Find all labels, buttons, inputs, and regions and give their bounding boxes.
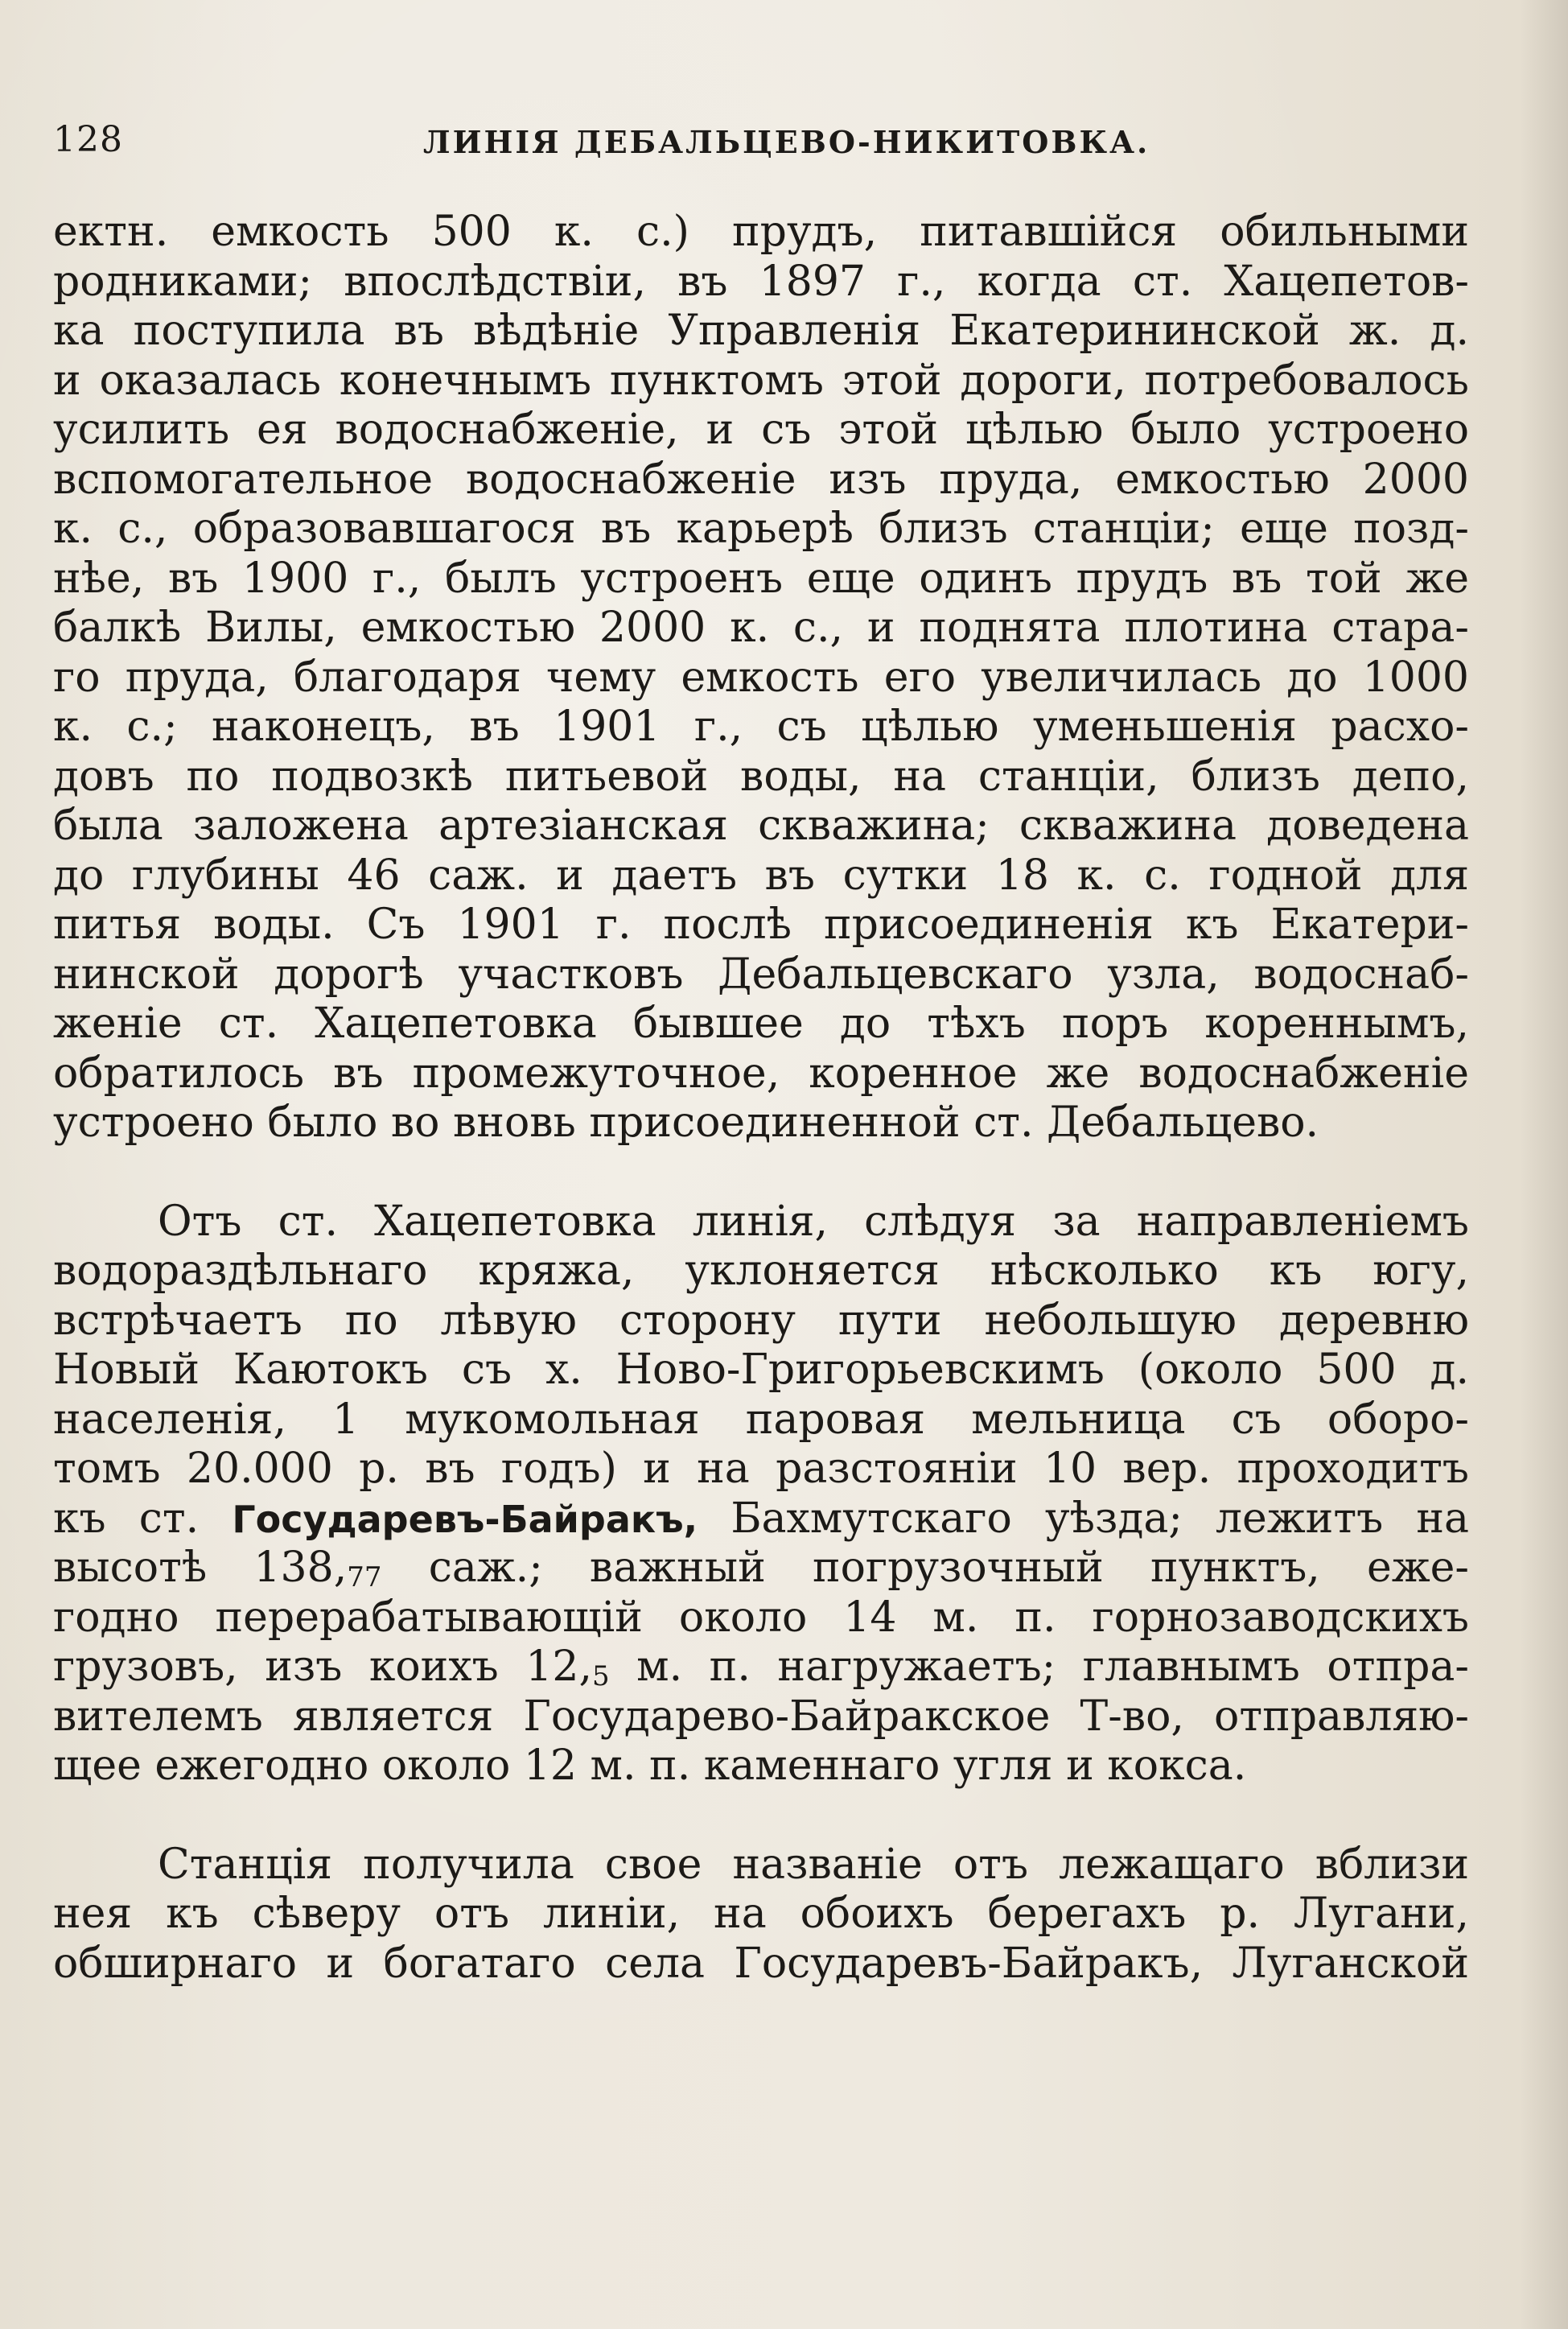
text-line: питья воды. Съ 1901 г. послѣ присоединенія къ Екатери- (53, 901, 1469, 949)
text-line: к. с., образовавшагося въ карьерѣ близъ станціи; еще позд- (53, 505, 1469, 553)
text-line: довъ по подвозкѣ питьевой воды, на станціи, близъ депо, (53, 752, 1469, 801)
text-line: населенія, 1 мукомольная паровая мельница съ оборо- (53, 1395, 1469, 1444)
text-line: к. с.; наконецъ, въ 1901 г., съ цѣлью уменьшенія расхо- (53, 703, 1469, 751)
text-segment: высотѣ 138, (53, 1544, 348, 1592)
paragraph-2 (53, 1197, 1469, 1791)
text-line: ектн. емкость 500 к. с.) прудъ, питавшійся обильными (53, 208, 1469, 256)
text-line: Отъ ст. Хацепетовка линія, слѣдуя за направленіемъ (158, 1197, 1469, 1246)
text-line (53, 1494, 1469, 1544)
text-line: до глубины 46 саж. и даетъ въ сутки 18 к. с. годной для (53, 851, 1469, 900)
text-line (53, 1544, 1469, 1593)
text-segment: грузовъ, изъ коихъ 12, (53, 1643, 592, 1691)
text-line: и оказалась конечнымъ пунктомъ этой дороги, потребовалось (53, 356, 1469, 405)
text-line: го пруда, благодаря чему емкость его увеличилась до 1000 (53, 653, 1469, 702)
paragraph-3 (53, 1841, 1469, 1989)
text-line: усилить ея водоснабженіе, и съ этой цѣлью было устроено (53, 406, 1469, 454)
text-segment: Бахмутскаго уѣзда; лежитъ на (698, 1494, 1469, 1543)
text-line: балкѣ Вилы, емкостью 2000 к. с., и поднята плотина стара- (53, 604, 1469, 652)
text-line: обратилось въ промежуточное, коренное же водоснабженіе (53, 1049, 1469, 1098)
text-line: водораздѣльнаго кряжа, уклоняется нѣсколько къ югу, (53, 1247, 1469, 1295)
text-line: женіе ст. Хацепетовка бывшее до тѣхъ поръ кореннымъ, (53, 1000, 1469, 1048)
text-line: вспомогательное водоснабженіе изъ пруда, емкостью 2000 (53, 455, 1469, 504)
text-line: щее ежегодно около 12 м. п. каменнаго угля и кокса. (53, 1742, 1247, 1790)
decimal-subscript: 77 (347, 1561, 382, 1593)
text-line: Новый Каютокъ съ х. Ново-Григорьевскимъ (около 500 д. (53, 1346, 1469, 1394)
running-title: ЛИНІЯ ДЕБАЛЬЦЕВО-НИКИТОВКА. (423, 124, 1150, 160)
text-line: нѣе, въ 1900 г., былъ устроенъ еще одинъ прудъ въ той же (53, 554, 1469, 603)
text-line: встрѣчаетъ по лѣвую сторону пути небольшую деревню (53, 1296, 1469, 1345)
decimal-subscript: 5 (591, 1660, 610, 1692)
paragraph-1 (53, 208, 1469, 1148)
text-segment: къ ст. (53, 1494, 233, 1543)
text-segment: м. п. нагружаетъ; главнымъ отпра- (609, 1643, 1469, 1691)
text-line: обширнаго и богатаго села Государевъ-Байракъ, Луганской (53, 1939, 1469, 1988)
text-line: ка поступила въ вѣдѣніе Управленія Екатерининской ж. д. (53, 307, 1469, 355)
text-line: вителемъ является Государево-Байракское Т-во, отправляю- (53, 1692, 1469, 1741)
text-segment: саж.; важный погрузочный пунктъ, еже- (381, 1544, 1469, 1592)
text-line (53, 1643, 1469, 1692)
station-name: Государевъ-Байракъ, (232, 1497, 698, 1541)
text-line: Станція получила свое названіе отъ лежащаго вблизи (158, 1840, 1469, 1889)
page-number: 128 (53, 119, 123, 160)
body-text (53, 208, 1469, 1989)
text-line: устроено было во вновь присоединенной ст. Дебальцево. (53, 1099, 1319, 1147)
text-line: томъ 20.000 р. въ годъ) и на разстояніи 10 вер. проходитъ (53, 1445, 1469, 1493)
text-line: нея къ сѣверу отъ линіи, на обоихъ берегахъ р. Лугани, (53, 1890, 1469, 1938)
running-header (53, 119, 1469, 167)
text-line: родниками; впослѣдствіи, въ 1897 г., когда ст. Хацепетов- (53, 257, 1469, 306)
text-line: нинской дорогѣ участковъ Дебальцевскаго узла, водоснаб- (53, 950, 1469, 999)
text-line: годно перерабатывающій около 14 м. п. горнозаводскихъ (53, 1593, 1469, 1642)
text-line: была заложена артезіанская скважина; скважина доведена (53, 802, 1469, 850)
